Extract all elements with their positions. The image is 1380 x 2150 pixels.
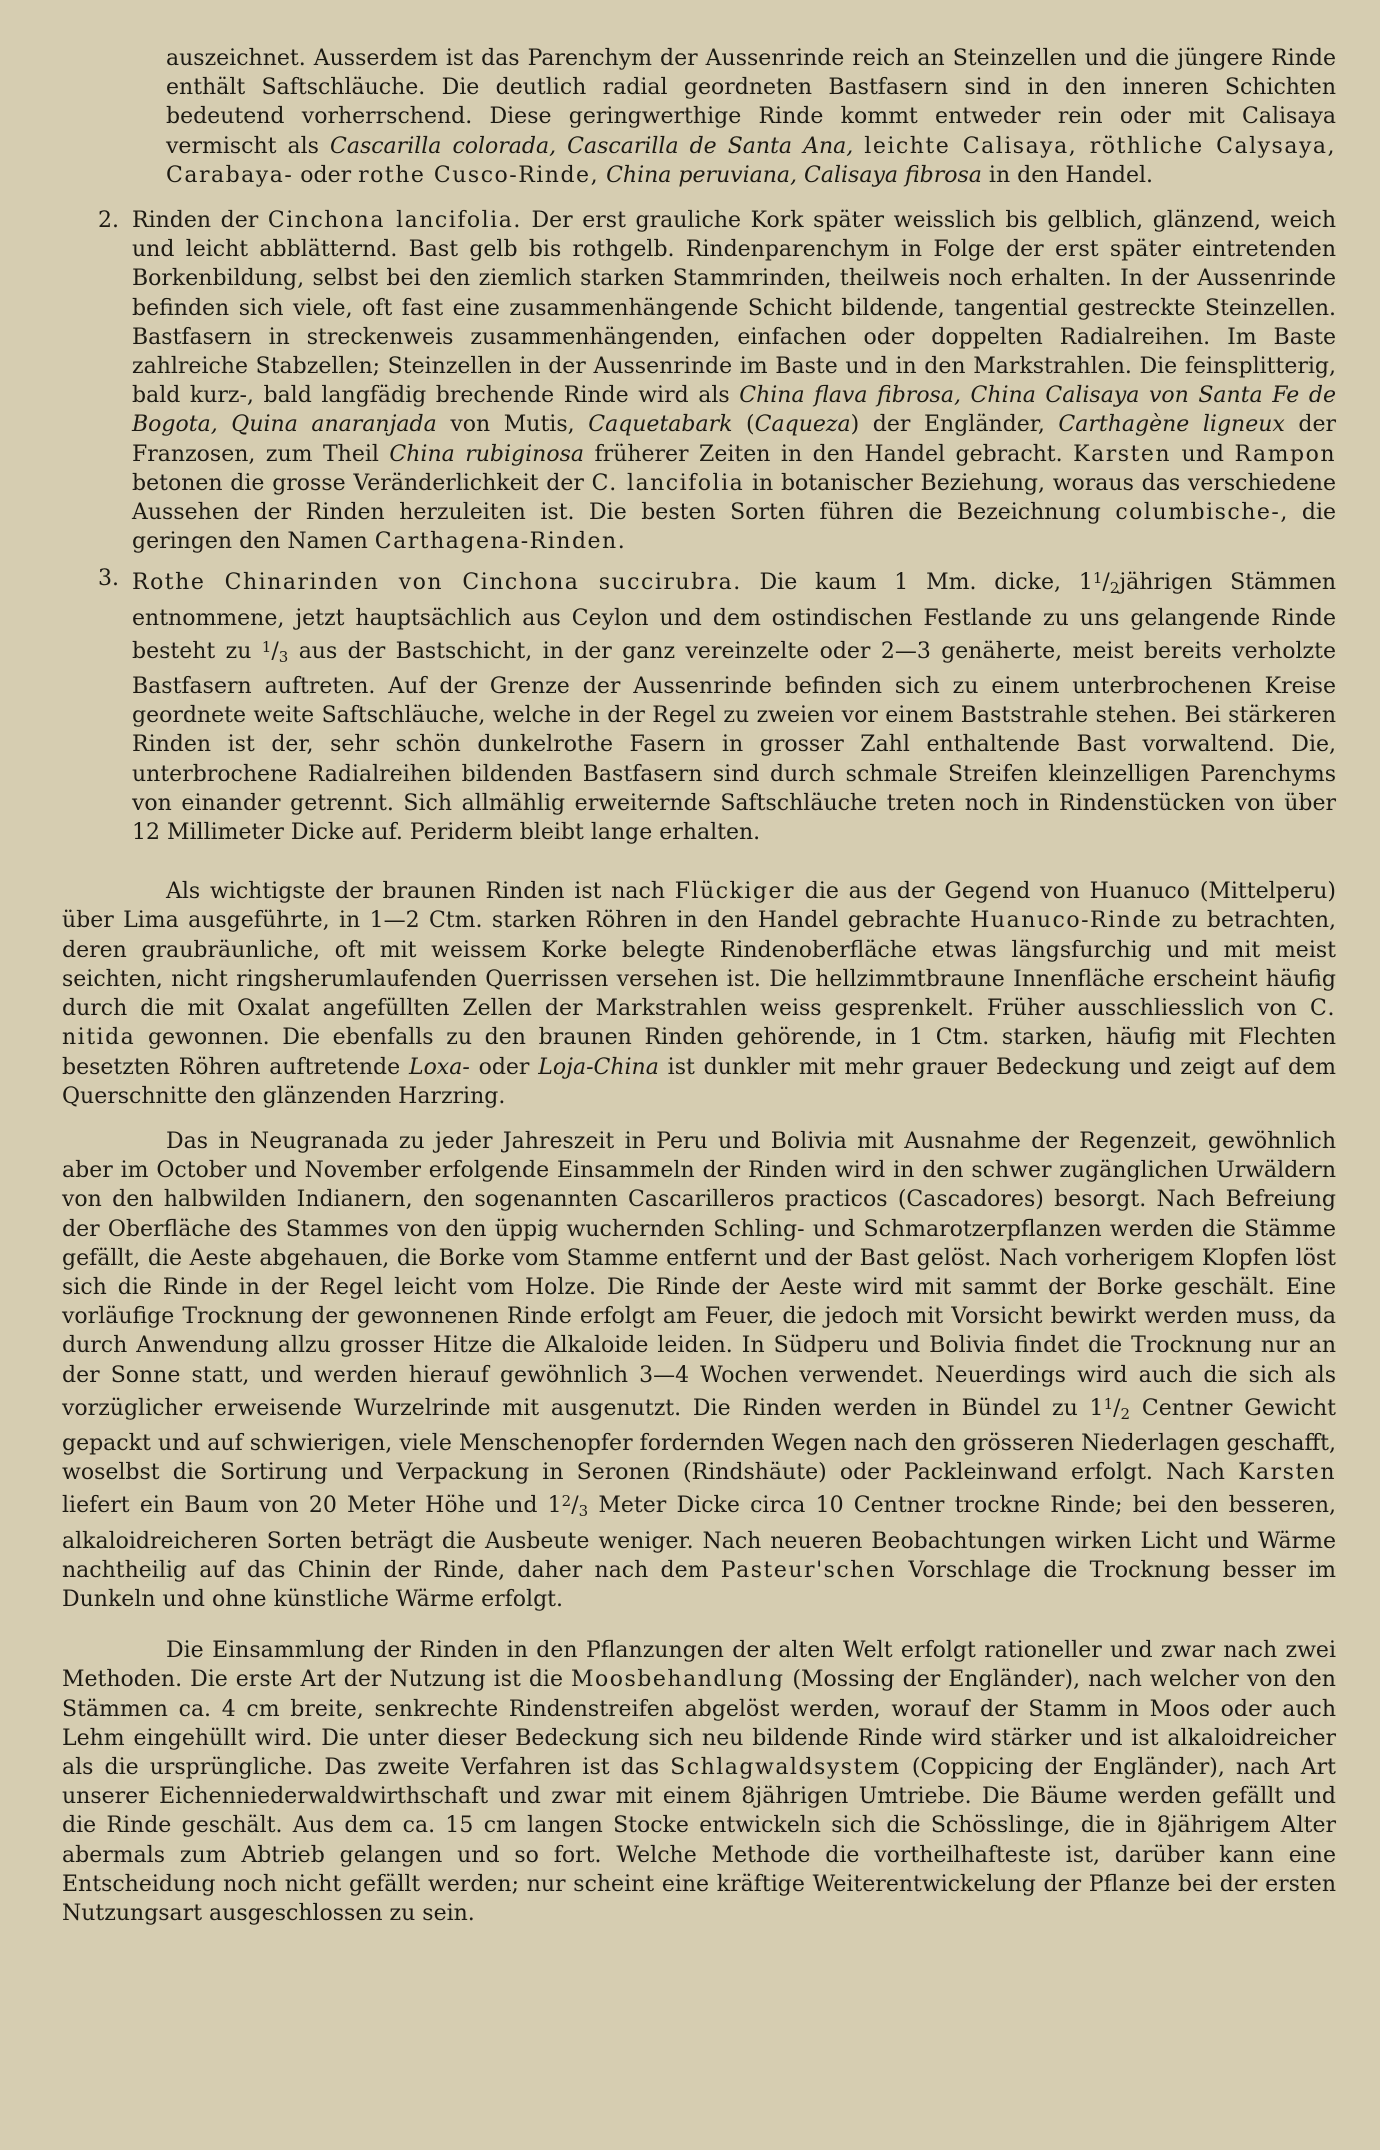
paragraph-text: Das in Neugranada zu jeder Jahreszeit in Peru und Bolivia mit Ausnahme der Regenzeit, gewöhnlich aber im October und November erfolgende Einsammeln der Rinden wird in den schwer zugänglichen Urwäldern von den halbwilden Indianern, den sogenannten Cascarilleros practicos (Cascadores) besorgt. Nach Befreiung der Oberfläche des Stammes von den üppig wuchernden Schling- und Schmarotzerpflanzen werden die Stämme gefällt, die Aeste abgehauen, die Borke vom Stamme entfernt und der Bast gelöst. Nach vorherigem Klopfen löst sich die Rinde in der Regel leicht vom Holze. Die Rinde der Aeste wird mit sammt der Borke geschält. Eine vorläufige Trocknung der gewonnenen Rinde erfolgt am Feuer, die jedoch mit Vorsicht bewirkt werden muss, da durch Anwendung allzu grosser Hitze die Alkaloide leiden. In Südperu und Bolivia findet die Trocknung nur an der Sonne statt, und werden hierauf gewöhnlich 3—4 Wochen verwendet. Neuerdings wird auch die sich als vorzüglicher erweisende Wurzelrinde mit ausgenutzt. Die Rinden werden in Bündel zu $1^1/_2$ Centner Gewicht gepackt und auf schwierigen, viele Menschenopfer fordernden Wegen nach den grösseren Niederlagen geschafft, woselbst die Sortirung und Verpackung in Seronen (Rindshäute) oder Packleinwand erfolgt. Nach Karsten liefert ein Baum von 20 Meter Höhe und $1^2/_3$ Meter Dicke circa 10 Centner trockne Rinde; bei den besseren, alkaloidreicheren Sorten beträgt die Ausbeute weniger. Nach neueren Beobachtungen wirken Licht und Wärme nachtheilig auf das Chinin der Rinde, daher nach dem Pasteur'schen Vorschlage die Trocknung besser im Dunkeln und ohne künstliche Wärme erfolgt. [62, 1128, 1336, 1612]
list-number: 2. [98, 208, 119, 234]
list-item-3 [62, 564, 1336, 847]
list-item-2 [62, 206, 1336, 556]
top-paragraph [62, 44, 1336, 190]
list-number: 3. [98, 566, 119, 592]
paragraph-text: Rinden der Cinchona lancifolia. Der erst grauliche Kork später weisslich bis gelblich, glänzend, weich und leicht abblätternd. Bast gelb bis rothgelb. Rindenparenchym in Folge der erst später eintretenden Borkenbildung, selbst bei den ziemlich starken Stammrinden, theilweis noch erhalten. In der Aussenrinde befinden sich viele, oft fast eine zusammenhängende Schicht bildende, tangential gestreckte Steinzellen. Bastfasern in streckenweis zusammenhängenden, einfachen oder doppelten Radialreihen. Im Baste zahlreiche Stabzellen; Steinzellen in der Aussenrinde im Baste und in den Markstrahlen. Die feinsplitterig, bald kurz-, bald langfädig brechende Rinde wird als China flava fibrosa, China Calisaya von Santa Fe de Bogota, Quina anaranjada von Mutis, Caquetabark (Caqueza) der Engländer, Carthagène ligneux der Franzosen, zum Theil China rubiginosa früherer Zeiten in den Handel gebracht. Karsten und Rampon betonen die grosse Veränderlichkeit der C. lancifolia in botanischer Beziehung, woraus das verschiedene Aussehen der Rinden herzuleiten ist. Die besten Sorten führen die Bezeichnung columbische-, die geringen den Namen Carthagena-Rinden. [132, 208, 1337, 555]
paragraph-pflanzungen [62, 1636, 1336, 1928]
paragraph-text: Die Einsammlung der Rinden in den Pflanzungen der alten Welt erfolgt rationeller und zwar nach zwei Methoden. Die erste Art der Nutzung ist die Moosbehandlung (Mossing der Engländer), nach welcher von den Stämmen ca. 4 cm breite, senkrechte Rindenstreifen abgelöst werden, worauf der Stamm in Moos oder auch Lehm eingehüllt wird. Die unter dieser Bedeckung sich neu bildende Rinde wird stärker und ist alkaloidreicher als die ursprüngliche. Das zweite Verfahren ist das Schlagwaldsystem (Coppicing der Engländer), nach Art unserer Eichenniederwaldwirthschaft und zwar mit einem 8jährigen Umtriebe. Die Bäume werden gefällt und die Rinde geschält. Aus dem ca. 15 cm langen Stocke entwickeln sich die Schösslinge, die in 8jährigem Alter abermals zum Abtrieb gelangen und so fort. Welche Methode die vortheilhafteste ist, darüber kann eine Entscheidung noch nicht gefällt werden; nur scheint eine kräftige Weiterentwickelung der Pflanze bei der ersten Nutzungsart ausgeschlossen zu sein. [62, 1638, 1336, 1926]
paragraph-text: Als wichtigste der braunen Rinden ist nach Flückiger die aus der Gegend von Huanuco (Mittelperu) über Lima ausgeführte, in 1—2 Ctm. starken Röhren in den Handel gebrachte Huanuco-Rinde zu betrachten, deren graubräunliche, oft mit weissem Korke belegte Rindenoberfläche etwas längsfurchig und mit meist seichten, nicht ringsherumlaufenden Querrissen versehen ist. Die hellzimmtbraune Innenfläche erscheint häufig durch die mit Oxalat angefüllten Zellen der Markstrahlen weiss gesprenkelt. Früher ausschliesslich von C. nitida gewonnen. Die ebenfalls zu den braunen Rinden gehörende, in 1 Ctm. starken, häufig mit Flechten besetzten Röhren auftretende Loxa- oder Loja-China ist dunkler mit mehr grauer Bedeckung und zeigt auf dem Querschnitte den glänzenden Harzring. [62, 879, 1336, 1109]
paragraph-einsammeln [62, 1127, 1336, 1614]
paragraph-text: Rothe Chinarinden von Cinchona succirubra. Die kaum 1 Mm. dicke, $1^1/_2jährigen$ Stämmen entnommene, jetzt hauptsächlich aus Ceylon und dem ostindischen Festlande zu uns gelangende Rinde besteht zu $^1/_3$ aus der Bastschicht, in der ganz vereinzelte oder 2—3 genäherte, meist bereits verholzte Bastfasern auftreten. Auf der Grenze der Aussenrinde befinden sich zu einem unterbrochenen Kreise geordnete weite Saftschläuche, welche in der Regel zu zweien vor einem Baststrahle stehen. Bei stärkeren Rinden ist der, sehr schön dunkelrothe Fasern in grosser Zahl enthaltende Bast vorwaltend. Die, unterbrochene Radialreihen bildenden Bastfasern sind durch schmale Streifen kleinzelligen Parenchyms von einander getrennt. Sich allmählig erweiternde Saftschläuche treten noch in Rindenstücken von über 12 Millimeter Dicke auf. Periderm bleibt lange erhalten. [132, 569, 1337, 846]
paragraph-text: auszeichnet. Ausserdem ist das Parenchym der Aussenrinde reich an Steinzellen und die jüngere Rinde enthält Saftschläuche. Die deutlich radial geordneten Bastfasern sind in den inneren Schichten bedeutend vorherrschend. Diese geringwerthige Rinde kommt entweder rein oder mit Calisaya vermischt als Cascarilla colorada, Cascarilla de Santa Ana, leichte Calisaya, röthliche Calysaya, Carabaya- oder rothe Cusco-Rinde, China peruviana, Calisaya fibrosa in den Handel. [166, 46, 1336, 188]
paragraph-huanuco [62, 877, 1336, 1111]
